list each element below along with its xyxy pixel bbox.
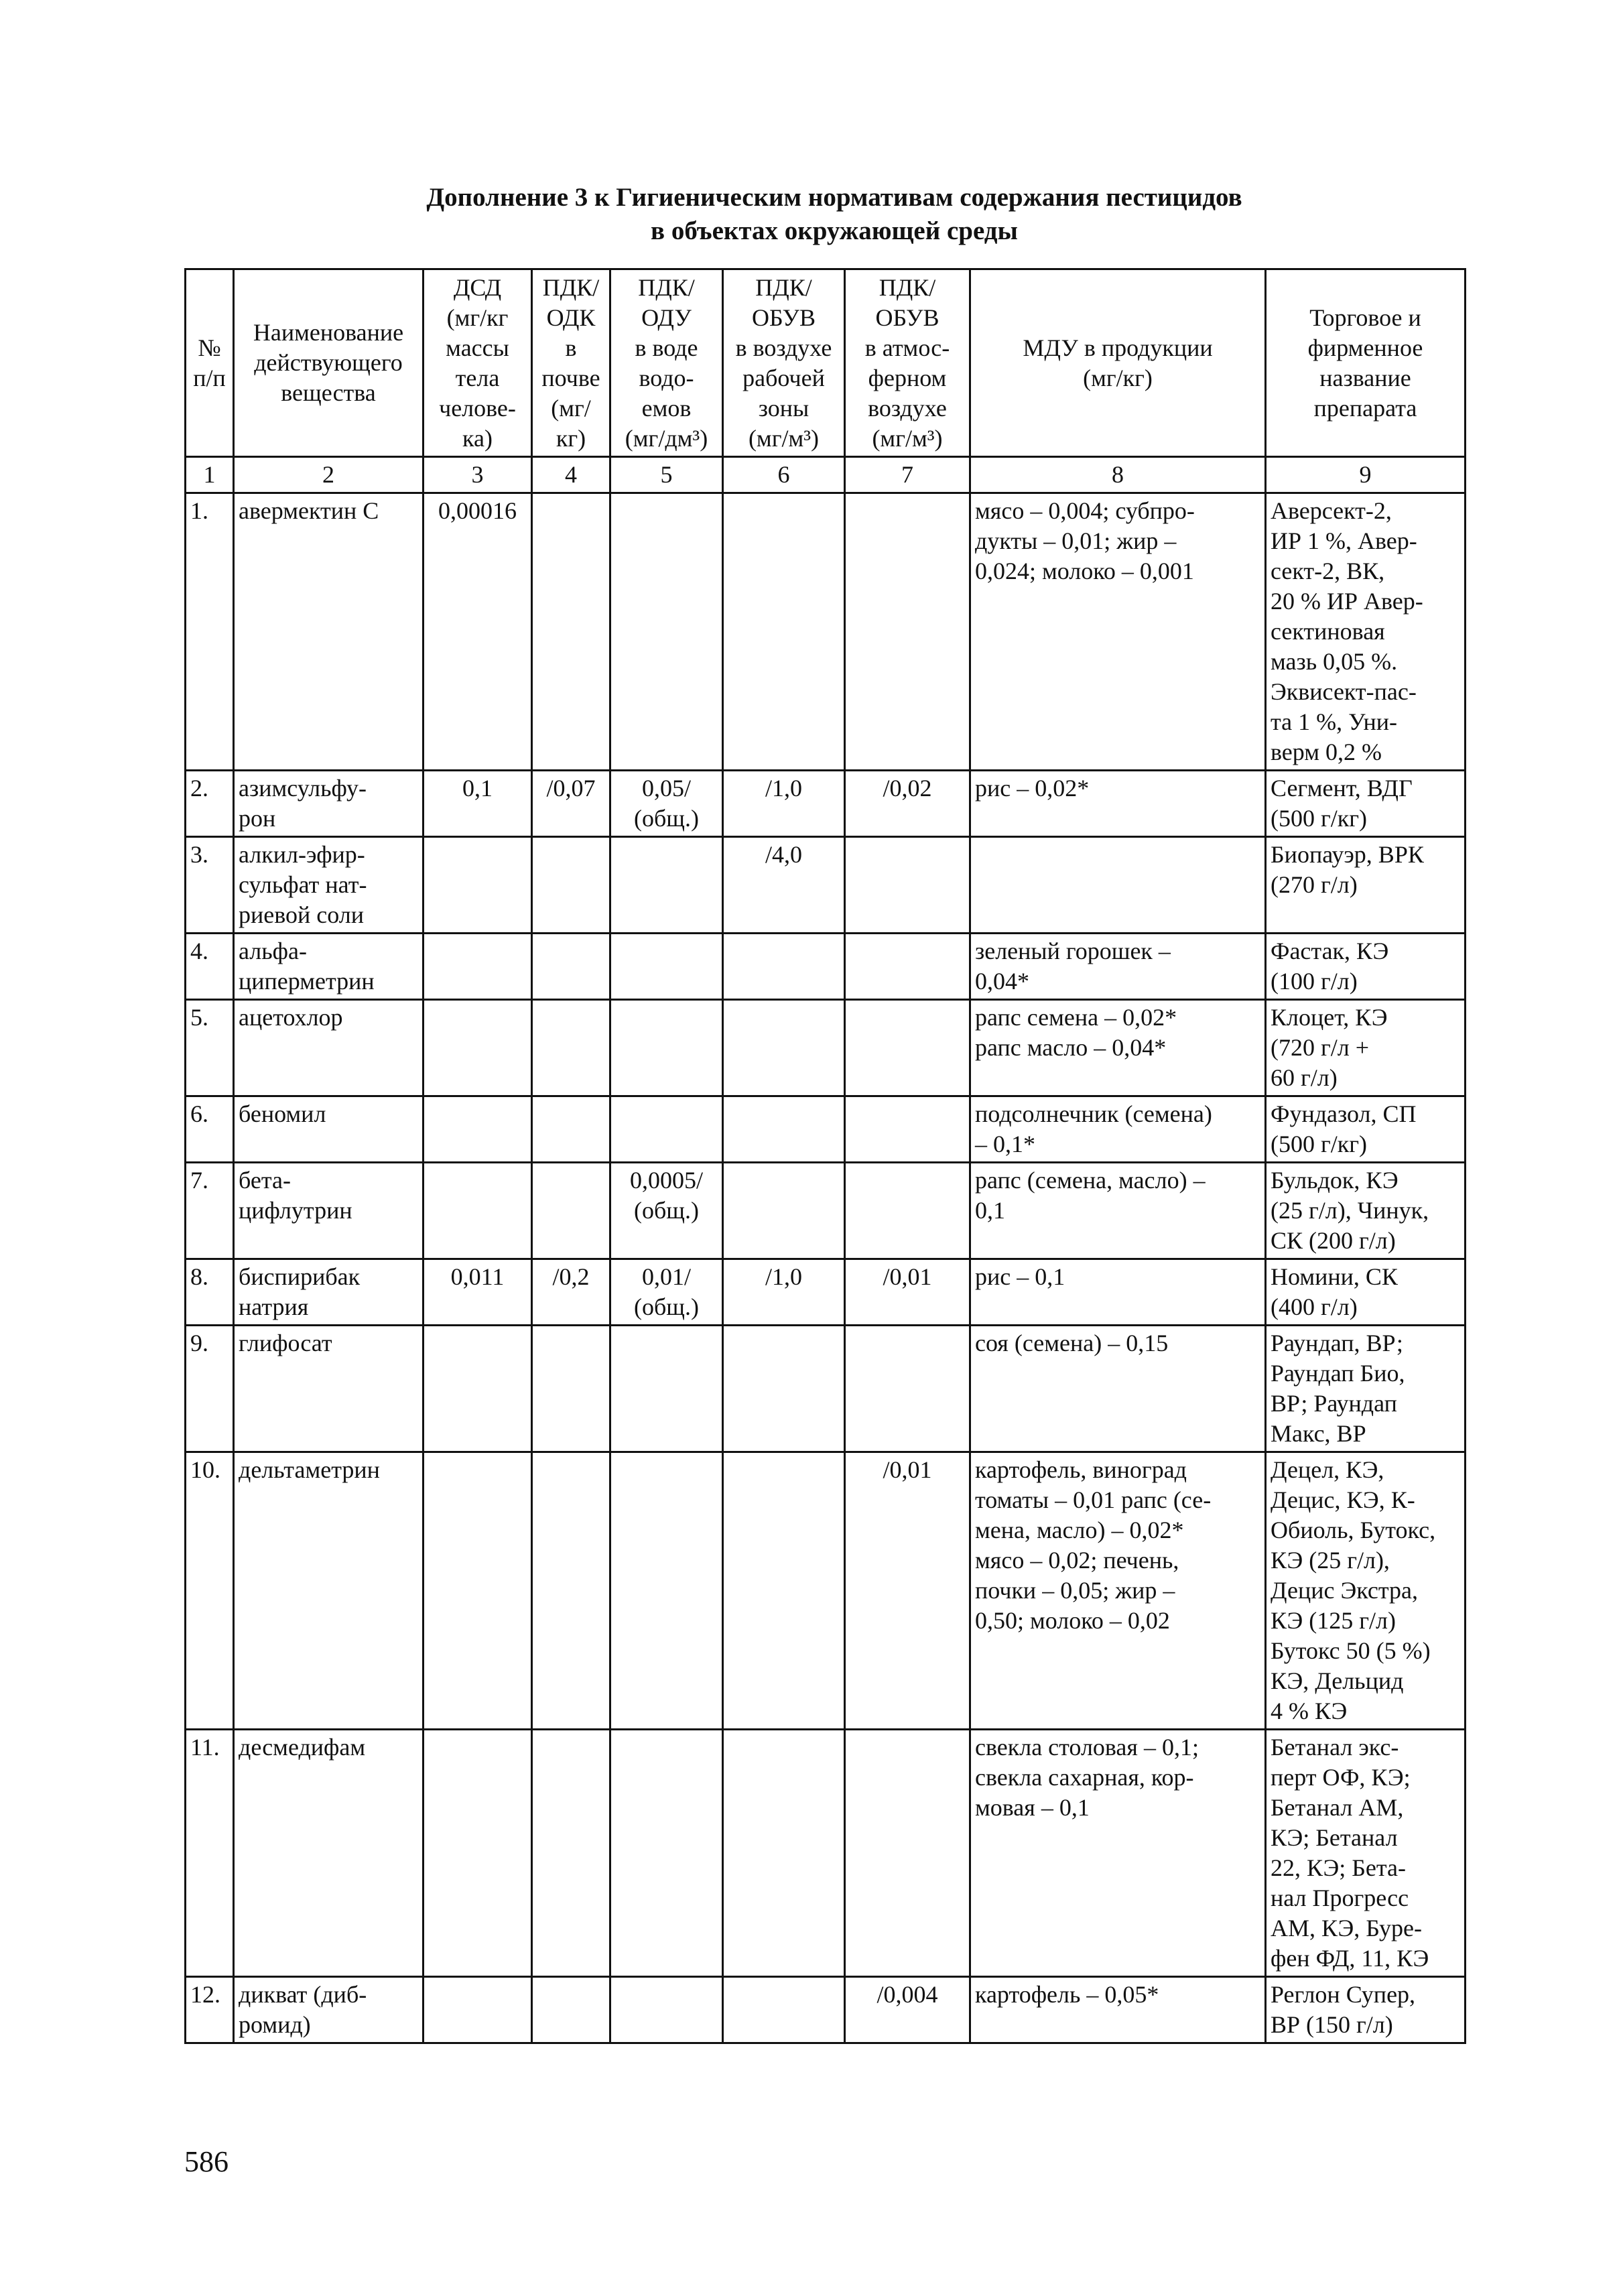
trade-name-cell: Клоцет, КЭ (720 г/л + 60 г/л) bbox=[1266, 1000, 1466, 1096]
atm-air-limit-cell bbox=[845, 1730, 970, 1977]
substance-name-cell: авермектин С bbox=[234, 493, 424, 771]
table-row bbox=[186, 837, 1466, 934]
trade-name-cell: Биопауэр, ВРК (270 г/л) bbox=[1266, 837, 1466, 934]
table-row bbox=[186, 1326, 1466, 1452]
header-cell-work-air: ПДК/ ОБУВ в воздухе рабочей зоны (мг/м³) bbox=[723, 269, 845, 457]
work-air-limit-cell: /4,0 bbox=[723, 837, 845, 934]
substance-name-cell: дельтаметрин bbox=[234, 1452, 424, 1730]
pesticide-norms-table bbox=[184, 268, 1466, 2044]
row-number-cell: 4. bbox=[186, 934, 234, 1000]
row-number-cell: 12. bbox=[186, 1977, 234, 2043]
water-limit-cell bbox=[610, 934, 723, 1000]
water-limit-cell bbox=[610, 837, 723, 934]
work-air-limit-cell: /1,0 bbox=[723, 1259, 845, 1326]
table-row bbox=[186, 1452, 1466, 1730]
column-number: 9 bbox=[1266, 457, 1466, 493]
atm-air-limit-cell: /0,004 bbox=[845, 1977, 970, 2043]
soil-limit-cell bbox=[532, 1326, 610, 1452]
substance-name-cell: ацетохлор bbox=[234, 1000, 424, 1096]
dsd-cell bbox=[424, 1096, 532, 1163]
atm-air-limit-cell: /0,02 bbox=[845, 771, 970, 837]
mdu-cell: подсолнечник (семена) – 0,1* bbox=[970, 1096, 1266, 1163]
dsd-cell bbox=[424, 1000, 532, 1096]
water-limit-cell bbox=[610, 1977, 723, 2043]
trade-name-cell: Бетанал экс- перт ОФ, КЭ; Бетанал АМ, КЭ; Бетанал 22, КЭ; Бета- нал Прогресс АМ, КЭ, Буре- фен ФД, 11, КЭ bbox=[1266, 1730, 1466, 1977]
trade-name-cell: Децел, КЭ, Децис, КЭ, К- Обиоль, Бутокс, КЭ (25 г/л), Децис Экстра, КЭ (125 г/л) Бутокс 50 (5 %) КЭ, Дельцид 4 % КЭ bbox=[1266, 1452, 1466, 1730]
work-air-limit-cell bbox=[723, 1730, 845, 1977]
water-limit-cell bbox=[610, 1000, 723, 1096]
mdu-cell: картофель – 0,05* bbox=[970, 1977, 1266, 2043]
water-limit-cell bbox=[610, 493, 723, 771]
soil-limit-cell bbox=[532, 1452, 610, 1730]
row-number-cell: 3. bbox=[186, 837, 234, 934]
soil-limit-cell bbox=[532, 493, 610, 771]
work-air-limit-cell bbox=[723, 1163, 845, 1259]
row-number-cell: 8. bbox=[186, 1259, 234, 1326]
header-cell-water: ПДК/ ОДУ в воде водо- емов (мг/дм³) bbox=[610, 269, 723, 457]
atm-air-limit-cell bbox=[845, 1096, 970, 1163]
water-limit-cell bbox=[610, 1730, 723, 1977]
dsd-cell bbox=[424, 837, 532, 934]
atm-air-limit-cell: /0,01 bbox=[845, 1259, 970, 1326]
substance-name-cell: глифосат bbox=[234, 1326, 424, 1452]
dsd-cell: 0,00016 bbox=[424, 493, 532, 771]
work-air-limit-cell bbox=[723, 1326, 845, 1452]
header-row bbox=[186, 269, 1466, 457]
work-air-limit-cell bbox=[723, 1096, 845, 1163]
trade-name-cell: Сегмент, ВДГ (500 г/кг) bbox=[1266, 771, 1466, 837]
page-number: 586 bbox=[184, 2145, 229, 2178]
substance-name-cell: азимсульфу- рон bbox=[234, 771, 424, 837]
title-line-1: Дополнение 3 к Гигиеническим нормативам содержания пестицидов bbox=[426, 183, 1242, 212]
table-row bbox=[186, 1977, 1466, 2043]
table-row bbox=[186, 1000, 1466, 1096]
atm-air-limit-cell bbox=[845, 1163, 970, 1259]
row-number-cell: 6. bbox=[186, 1096, 234, 1163]
header-cell-name: Наименование действующего вещества bbox=[234, 269, 424, 457]
soil-limit-cell bbox=[532, 1000, 610, 1096]
row-number-cell: 7. bbox=[186, 1163, 234, 1259]
substance-name-cell: алкил-эфир- сульфат нат- риевой соли bbox=[234, 837, 424, 934]
trade-name-cell: Фастак, КЭ (100 г/л) bbox=[1266, 934, 1466, 1000]
mdu-cell: мясо – 0,004; субпро- дукты – 0,01; жир – 0,024; молоко – 0,001 bbox=[970, 493, 1266, 771]
header-cell-atm-air: ПДК/ ОБУВ в атмос- ферном воздухе (мг/м³) bbox=[845, 269, 970, 457]
mdu-cell: картофель, виноград томаты – 0,01 рапс (се- мена, масло) – 0,02* мясо – 0,02; печень, почки – 0,05; жир – 0,50; молоко – 0,02 bbox=[970, 1452, 1266, 1730]
substance-name-cell: бета- цифлутрин bbox=[234, 1163, 424, 1259]
table-row bbox=[186, 1259, 1466, 1326]
atm-air-limit-cell: /0,01 bbox=[845, 1452, 970, 1730]
water-limit-cell bbox=[610, 1326, 723, 1452]
atm-air-limit-cell bbox=[845, 837, 970, 934]
column-number: 5 bbox=[610, 457, 723, 493]
atm-air-limit-cell bbox=[845, 1326, 970, 1452]
dsd-cell bbox=[424, 1452, 532, 1730]
table-row bbox=[186, 1730, 1466, 1977]
soil-limit-cell bbox=[532, 934, 610, 1000]
trade-name-cell: Фундазол, СП (500 г/кг) bbox=[1266, 1096, 1466, 1163]
column-number: 4 bbox=[532, 457, 610, 493]
row-number-cell: 9. bbox=[186, 1326, 234, 1452]
dsd-cell bbox=[424, 934, 532, 1000]
mdu-cell: рапс (семена, масло) – 0,1 bbox=[970, 1163, 1266, 1259]
soil-limit-cell: /0,07 bbox=[532, 771, 610, 837]
water-limit-cell bbox=[610, 1096, 723, 1163]
column-number: 8 bbox=[970, 457, 1266, 493]
column-number: 6 bbox=[723, 457, 845, 493]
header-cell-mdu: МДУ в продукции (мг/кг) bbox=[970, 269, 1266, 457]
mdu-cell: свекла столовая – 0,1; свекла сахарная, кор- мовая – 0,1 bbox=[970, 1730, 1266, 1977]
row-number-cell: 2. bbox=[186, 771, 234, 837]
table-row bbox=[186, 1096, 1466, 1163]
dsd-cell bbox=[424, 1163, 532, 1259]
work-air-limit-cell bbox=[723, 1977, 845, 2043]
soil-limit-cell bbox=[532, 1977, 610, 2043]
trade-name-cell: Реглон Супер, ВР (150 г/л) bbox=[1266, 1977, 1466, 2043]
header-cell-trade-name: Торговое и фирменное название препарата bbox=[1266, 269, 1466, 457]
table-body bbox=[186, 493, 1466, 2043]
mdu-cell: рапс семена – 0,02* рапс масло – 0,04* bbox=[970, 1000, 1266, 1096]
header-cell-dsd: ДСД (мг/кг массы тела челове- ка) bbox=[424, 269, 532, 457]
title-line-2: в объектах окружающей среды bbox=[651, 216, 1018, 245]
document-title bbox=[181, 181, 1488, 248]
column-number: 1 bbox=[186, 457, 234, 493]
atm-air-limit-cell bbox=[845, 934, 970, 1000]
trade-name-cell: Аверсект-2, ИР 1 %, Авер- сект-2, ВК, 20 % ИР Авер- сектиновая мазь 0,05 %. Эквисект-пас- та 1 %, Уни- верм 0,2 % bbox=[1266, 493, 1466, 771]
soil-limit-cell bbox=[532, 837, 610, 934]
dsd-cell: 0,011 bbox=[424, 1259, 532, 1326]
trade-name-cell: Бульдок, КЭ (25 г/л), Чинук, СК (200 г/л) bbox=[1266, 1163, 1466, 1259]
mdu-cell: рис – 0,02* bbox=[970, 771, 1266, 837]
work-air-limit-cell bbox=[723, 493, 845, 771]
atm-air-limit-cell bbox=[845, 1000, 970, 1096]
soil-limit-cell: /0,2 bbox=[532, 1259, 610, 1326]
soil-limit-cell bbox=[532, 1096, 610, 1163]
soil-limit-cell bbox=[532, 1730, 610, 1977]
work-air-limit-cell bbox=[723, 934, 845, 1000]
dsd-cell bbox=[424, 1326, 532, 1452]
substance-name-cell: десмедифам bbox=[234, 1730, 424, 1977]
row-number-cell: 10. bbox=[186, 1452, 234, 1730]
mdu-cell: соя (семена) – 0,15 bbox=[970, 1326, 1266, 1452]
work-air-limit-cell bbox=[723, 1000, 845, 1096]
column-number: 2 bbox=[234, 457, 424, 493]
column-number: 3 bbox=[424, 457, 532, 493]
work-air-limit-cell: /1,0 bbox=[723, 771, 845, 837]
dsd-cell bbox=[424, 1977, 532, 2043]
water-limit-cell: 0,05/ (общ.) bbox=[610, 771, 723, 837]
substance-name-cell: биспирибак натрия bbox=[234, 1259, 424, 1326]
substance-name-cell: альфа- циперметрин bbox=[234, 934, 424, 1000]
row-number-cell: 1. bbox=[186, 493, 234, 771]
soil-limit-cell bbox=[532, 1163, 610, 1259]
water-limit-cell: 0,0005/ (общ.) bbox=[610, 1163, 723, 1259]
trade-name-cell: Раундап, ВР; Раундап Био, ВР; Раундап Макс, ВР bbox=[1266, 1326, 1466, 1452]
mdu-cell: зеленый горошек – 0,04* bbox=[970, 934, 1266, 1000]
column-number: 7 bbox=[845, 457, 970, 493]
row-number-cell: 5. bbox=[186, 1000, 234, 1096]
atm-air-limit-cell bbox=[845, 493, 970, 771]
mdu-cell bbox=[970, 837, 1266, 934]
dsd-cell: 0,1 bbox=[424, 771, 532, 837]
work-air-limit-cell bbox=[723, 1452, 845, 1730]
mdu-cell: рис – 0,1 bbox=[970, 1259, 1266, 1326]
table-row bbox=[186, 1163, 1466, 1259]
substance-name-cell: беномил bbox=[234, 1096, 424, 1163]
column-number-row bbox=[186, 457, 1466, 493]
dsd-cell bbox=[424, 1730, 532, 1977]
row-number-cell: 11. bbox=[186, 1730, 234, 1977]
table-row bbox=[186, 493, 1466, 771]
water-limit-cell bbox=[610, 1452, 723, 1730]
header-cell-number: № п/п bbox=[186, 269, 234, 457]
table-row bbox=[186, 771, 1466, 837]
water-limit-cell: 0,01/ (общ.) bbox=[610, 1259, 723, 1326]
header-cell-soil: ПДК/ ОДК в почве (мг/кг) bbox=[532, 269, 610, 457]
trade-name-cell: Номини, СК (400 г/л) bbox=[1266, 1259, 1466, 1326]
substance-name-cell: дикват (диб- ромид) bbox=[234, 1977, 424, 2043]
table-row bbox=[186, 934, 1466, 1000]
